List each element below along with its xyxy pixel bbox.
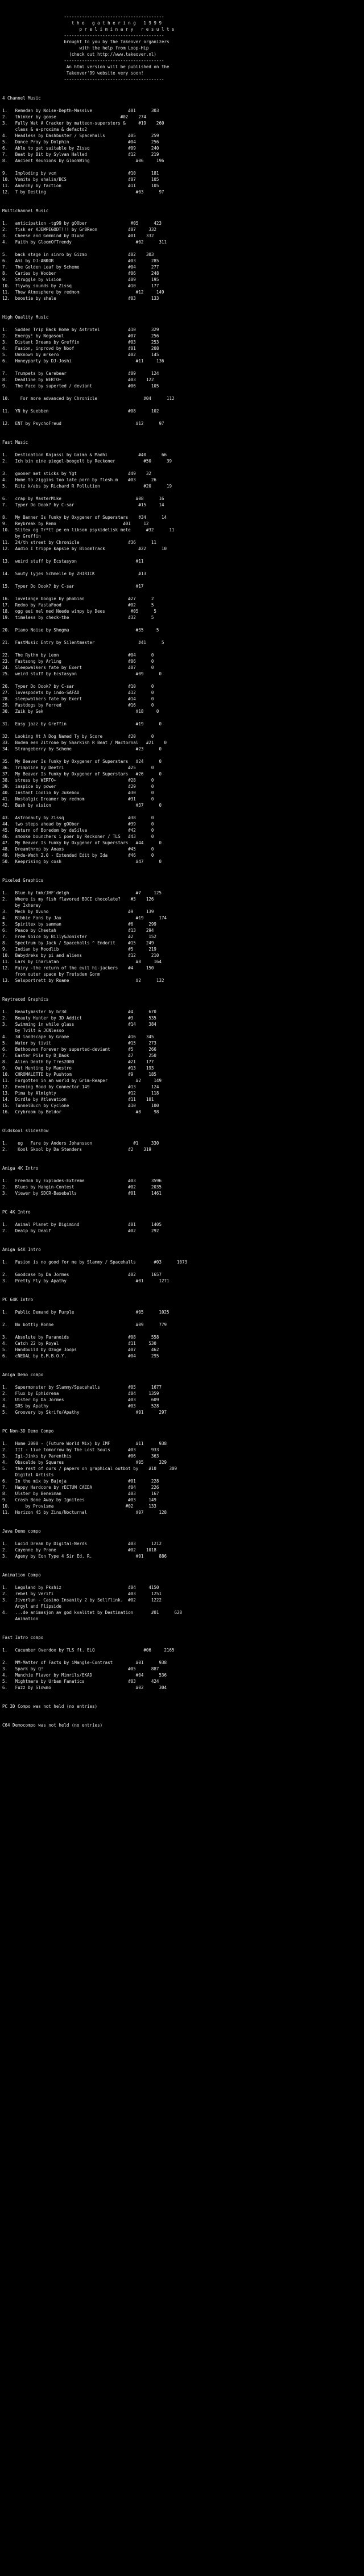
result-row: 2. Cayenne by Prone #02 1018 [2, 1547, 156, 1553]
result-row: 14. Souty lyjes Schmelle by ZHIRICK #13 [2, 571, 146, 576]
spacer-line [2, 646, 364, 652]
result-row: 4. Munchie Flavor by Mimrils/EKAD #04 536 [2, 1673, 167, 1678]
result-row: 1. Destination Kajassi by Gaima & Madhi #40 66 [2, 452, 167, 457]
spacer-line [2, 402, 364, 408]
result-row: 11. YN by Suebben #08 102 [2, 408, 159, 414]
result-row: 1. Beautymaster by br3d #4 670 [2, 1009, 156, 1014]
result-row: 10. flyway sounds by Zissq #10 177 [2, 283, 159, 288]
result-row: 49. Hyde-Wmdh 2.0 - Extended Edit by Ida #46 0 [2, 853, 154, 858]
result-row: 3. Spark by Q! #05 887 [2, 1666, 159, 1671]
result-row: 11. Thew Atmosphere by redmom #12 149 [2, 290, 164, 295]
result-row: 13. Pima by Almighty #12 118 [2, 1091, 159, 1096]
result-row: 8. Deadline by WERTO+ #03 122 [2, 377, 154, 382]
result-row: Animation [2, 1616, 39, 1621]
result-row: 6. Fuzz by Slowmo #02 304 [2, 1685, 167, 1690]
result-row: class & a-proxima & defacto2 [2, 127, 88, 132]
result-row: 3. Fully Wat A Cracker by matteon-supersters & #19 260 [2, 121, 164, 126]
result-row: 22. The Rythm by Leon #04 0 [2, 653, 154, 658]
compo-section [2, 427, 364, 865]
result-row: 9. Reybreak by Remo #01 12 [2, 521, 149, 526]
compo-title: PC 64K Intro [2, 1297, 34, 1302]
result-row: 5. Spiritex by samman #6 299 [2, 922, 156, 927]
result-row: 1. Public Demand by Purple #05 1025 [2, 1310, 169, 1315]
result-row: 30. Zuik by Gek #18 0 [2, 709, 159, 714]
result-row: 1. Legoland by Pkshiz #04 4150 [2, 1585, 159, 1590]
header-line: --------------------------------------- [2, 14, 164, 19]
compo-title: Java Demo compo [2, 1529, 41, 1534]
result-row: from outer space by Tretsdem Gorm [2, 972, 100, 977]
result-row: 2. Kool Skool by Da Stenders #2 319 [2, 1147, 151, 1152]
result-row: 5. Dance Pray by Dolphin #04 256 [2, 139, 159, 145]
result-row: 47. My Beaver Is Funky by Oxygener of Superstars #44 0 [2, 840, 162, 845]
document-header [2, 14, 364, 82]
compo-section [2, 1196, 364, 1234]
compo-title: Animation Compo [2, 1572, 41, 1578]
result-row: 11. Forgotten in an world by Grim-Reaper #2 149 [2, 1078, 162, 1083]
compo-title: Oldskool slideshow [2, 1128, 49, 1133]
result-row: 3. gooner met sticks by Ygt #49 32 [2, 471, 151, 476]
spacer-line [2, 508, 364, 514]
header-line: brought to you by the Takeover organizers [2, 39, 169, 44]
result-row: 10. For more advanced by Chronicle #04 112 [2, 396, 175, 401]
result-row: 6. Ami by DJ-ANKOR #03 285 [2, 258, 159, 263]
result-row: 42. Bush by vision #37 0 [2, 803, 162, 808]
result-row: 1. Freedom by Explodes-Extreme #03 3596 [2, 1178, 162, 1183]
result-row: 4. Headless by Dashbuster / Spacehalls #05 259 [2, 133, 159, 138]
compo-section [2, 1516, 364, 1559]
result-row: 10. CHROMALETTE by Pushtom #9 185 [2, 1072, 156, 1077]
result-row: 12. Audio I trippe kapsie by BloomTrack #22 10 [2, 546, 167, 551]
spacer-line [2, 808, 364, 815]
result-row: 2. Flux by Ephidrena #04 1359 [2, 1391, 159, 1396]
result-row: 1. Lucid Dream by Digital-Nerds #03 1212 [2, 1541, 162, 1546]
compo-section [2, 865, 364, 984]
compo-title: Fast Intro compo [2, 1635, 44, 1640]
result-row: 29. Fastdogs by Ferred #16 0 [2, 703, 154, 708]
result-row: by Tvilt & JCNlesso [2, 1028, 64, 1033]
result-row: 7. Easter Pile by D_Daok #7 250 [2, 1053, 156, 1058]
result-row: 7. Free Voice by Billy&Jonister #2 152 [2, 934, 156, 939]
result-row: 9. Imploding by vcm #10 181 [2, 171, 159, 176]
compo-section [2, 1359, 364, 1415]
spacer-line [2, 621, 364, 627]
header-line: An html version will be published on the [2, 64, 169, 69]
spacer-line [2, 489, 364, 496]
compo-section [2, 195, 364, 302]
result-row: 24. Sleepwalkers fate by Exert #07 0 [2, 665, 154, 670]
result-row: 5. Mightmare by Urban Fanatics #03 424 [2, 1679, 159, 1684]
result-row: 23. Fastsong by Arling #06 0 [2, 659, 154, 664]
result-row: 1. Supermonster by Slammy/Spacehalls #05 1677 [2, 1385, 162, 1390]
result-row: 9. The Face by superted / deviant #06 105 [2, 383, 159, 389]
result-row: 31. Easy jazz by Greffin #19 0 [2, 721, 162, 726]
compo-title: Fast Music [2, 440, 28, 445]
result-row: 1. Animal Planet by Digimind #01 1405 [2, 1222, 162, 1227]
compo-section [2, 302, 364, 427]
result-row: 15. Typer Do Dook? by C-sar #17 [2, 584, 144, 589]
result-row: 27. lovespodets by indo-SAFAD #12 0 [2, 690, 154, 695]
result-row: 2. fisk er KJEMPEGODT!!! by Gr8Reon #07 332 [2, 227, 156, 232]
compo-title: Pixeled Graphics [2, 878, 44, 883]
spacer-line [2, 715, 364, 721]
result-row: 10. by Provisma #02 133 [2, 1504, 156, 1509]
spacer-line [2, 389, 364, 395]
result-row: 3. Ulster by Da Jormes #03 609 [2, 1397, 159, 1402]
result-row: 7. Beat by Bit by Sylvan Halled #12 219 [2, 152, 159, 157]
result-row: 9. Struggle by vision #09 195 [2, 277, 159, 282]
result-row: 7. Typer Do Dook? by C-sar #15 14 [2, 502, 164, 507]
spacer-line [2, 677, 364, 683]
result-row: 8. Spectrum by Jack / Spacehalls ^ Endorit #15 249 [2, 940, 154, 946]
spacer-line [2, 727, 364, 733]
compo-title: 4 Channel Music [2, 96, 41, 101]
result-row: 3. Ageny by Eon Type 4 Sir Ed. R. #01 886 [2, 1554, 167, 1559]
result-row: 8. Alien Death by Tres2000 #21 177 [2, 1059, 154, 1064]
spacer-line [2, 552, 364, 558]
compo-title: Amiga 64K Intro [2, 1247, 41, 1252]
result-row: 35. My Beaver Is Funky by Oxygener of Superstars #24 0 [2, 759, 162, 764]
spacer-line [2, 577, 364, 583]
spacer-line [2, 589, 364, 596]
result-row: 3. Absolute by Paranoids #08 558 [2, 1335, 159, 1340]
result-row: 41. Nostalgic Dreamer by redmom #31 0 [2, 796, 154, 802]
result-row: 7. Trumpets by Carebear #09 124 [2, 371, 159, 376]
result-row: by Ixherey [2, 903, 41, 908]
result-row: 2. III - live tomorrow by The Lost Souls #03 933 [2, 1447, 159, 1452]
result-row: 11. Horizon 45 by Zins/Nocturnal #07 128 [2, 1510, 167, 1515]
spacer-line [2, 1328, 364, 1334]
result-row: 4. 3d landscape by Grome #16 345 [2, 1034, 154, 1039]
results-sections [2, 82, 364, 1728]
result-row: 3. Igi-Jinks by Parenthis #06 363 [2, 1454, 159, 1459]
result-row: 6. In the mix by Bajoja #01 228 [2, 1479, 159, 1484]
result-row: 2. Goodcase by Da Jormes #02 1657 [2, 1272, 162, 1277]
result-row: 4. SRS by Apathy #03 528 [2, 1403, 159, 1409]
result-row: 13. weird stuff by Ecstasyon #11 [2, 559, 144, 564]
compo-title: Multichannel Music [2, 208, 49, 213]
result-row: 2. thinker by goose #02 274 [2, 114, 146, 119]
result-row: 9. Out Hunting by Maestro #13 193 [2, 1066, 154, 1071]
header-line: --------------------------------------- [2, 33, 164, 38]
result-row: 9. Crash Bone Away by Ignitees #03 149 [2, 1497, 156, 1502]
result-row: Digital Artists [2, 1472, 54, 1477]
result-row: 7. Happy Hardcore by rECTUM CAEDA #04 226 [2, 1485, 159, 1490]
result-row: 10. Babydreks by pi and aliens #12 210 [2, 953, 159, 958]
result-row: 1. Sudden Trip Back Home by Astrotel #10 329 [2, 327, 159, 332]
result-row: 2. Beauty Hunter by 3D Addict #3 535 [2, 1015, 156, 1021]
spacer-line [2, 364, 364, 370]
result-row: 44. two steps ahead by gOOber #39 0 [2, 821, 154, 827]
result-row: 28. sleepwalkers fate by Exert #14 0 [2, 696, 154, 701]
compo-section [2, 1153, 364, 1196]
header-line: p r e l i m i n a r y r e s u l t s [2, 27, 175, 32]
spacer-line [2, 1315, 364, 1322]
result-row: 18. ogg eei mel med Neede wimpy by Dees #05 5 [2, 609, 156, 614]
spacer-line [2, 414, 364, 420]
compo-title: C64 Democompo was not held (no entries) [2, 1723, 103, 1728]
result-row: 1. Blue by tmk/JHF'delgh #7 125 [2, 890, 162, 895]
compo-section [2, 82, 364, 195]
result-row: 5. Groovery by Skrifo/Apathy #01 297 [2, 1410, 167, 1415]
result-row: 6. cNEDAL by E.M.B.O.Y. #04 295 [2, 1353, 159, 1359]
result-row: 4. ...de animasjon av god kvalitet by Destination #01 628 [2, 1610, 183, 1615]
result-row: 3. Cheese and Gemmind by Dixan #01 332 [2, 233, 154, 238]
compo-section [2, 1622, 364, 1691]
result-row: 33. Bodem een Zitrone by Sharkish R Beat / Mactornal #21 0 [2, 740, 167, 745]
result-row: 26. Typer Do Dook? by C-sar #10 0 [2, 684, 154, 689]
result-row: 3. Jiverlun - Casino Insanity 2 by Sellflink. #02 1222 [2, 1597, 162, 1603]
result-row: 14. Dirdle by Atlevation #11 101 [2, 1097, 154, 1102]
result-row: 6. crap by MasterMike #08 16 [2, 496, 164, 501]
compo-section [2, 1559, 364, 1622]
result-row: 17. Redoo by FastaFood #02 5 [2, 602, 154, 608]
result-row: 36. Trimpline by Deetri #25 0 [2, 765, 154, 770]
result-row: 1. Fusion is no good for me by Slammy / Spacehalls #03 1073 [2, 1260, 188, 1265]
result-row: 1. anticipation -tg99 by gOOber #05 423 [2, 221, 162, 226]
result-row: 25. weird stuff by Ecstasyon #09 0 [2, 671, 162, 676]
result-row: 4. Obscalde by Squares #05 329 [2, 1460, 167, 1465]
result-row: 4. Faith by GloomOfTrendy #02 311 [2, 240, 167, 245]
result-row: 45. Return of Boredom by deSilva #42 0 [2, 828, 154, 833]
result-row: by Greffin [2, 534, 41, 539]
result-row: 3. Viewer by SDCR-Baseballs #01 1461 [2, 1191, 162, 1196]
compo-section [2, 1691, 364, 1710]
compo-title: Amiga 4K Intro [2, 1166, 39, 1171]
result-row: 5. Water by tivit #15 273 [2, 1041, 156, 1046]
result-row: 12. Fairy -the return of the evil hi-jackers #4 150 [2, 965, 154, 971]
result-row: 6. Peace by Cheetah #13 294 [2, 928, 154, 933]
result-row: 1. eg Fare by Anders Johansson #1 330 [2, 1141, 159, 1146]
result-row: 12. boostie by shale #03 133 [2, 296, 159, 301]
header-line: (check out http://www.takeover.nl) [2, 52, 156, 57]
header-line: t h e g a t h e r i n g 1 9 9 9 [2, 20, 162, 26]
spacer-line [2, 564, 364, 571]
result-row: 4. Home to ziggins too late porn by flesh.m #03 26 [2, 477, 156, 482]
result-row: 6. Bethooven Forever by superted-deviant #5 266 [2, 1047, 156, 1052]
compo-section [2, 1284, 364, 1359]
result-row: 37. My Beaver Is Funky by Oxygener of Superstars #26 0 [2, 771, 162, 777]
header-line: with the help from Loop-Hip [2, 46, 149, 51]
result-row: 19. timeless by check-the #32 5 [2, 615, 154, 620]
result-row: 11. Anarchy by faction #11 105 [2, 183, 159, 188]
result-row: 15. TunnelBuch by Cyclone #10 100 [2, 1103, 159, 1108]
result-row: 5. Handbuild by Ozoge Joops #07 462 [2, 1347, 159, 1352]
result-row: 6. Able to get suitable by Zissq #09 240 [2, 146, 159, 151]
result-row: 5. back stage in sinro by Gizmo #02 303 [2, 252, 154, 257]
compo-section [2, 984, 364, 1115]
result-row: 38. stress by WERTO+ #28 0 [2, 778, 154, 783]
spacer-line [2, 633, 364, 639]
result-row: 8. Ancient Reunions by GloomWing #06 196 [2, 158, 164, 163]
result-row: 16. lovelange boogie by phobian #27 2 [2, 596, 154, 601]
compo-title: High Quality Music [2, 315, 49, 320]
result-row: Argyl and Flipside [2, 1604, 61, 1609]
spacer-line [2, 245, 364, 251]
result-row: 2. Dealp by Dealf #02 292 [2, 1228, 159, 1233]
header-line: --------------------------------------- [2, 58, 164, 63]
result-row: 2. Ich bin eine piegel-boogelt by Reckoner #50 39 [2, 459, 172, 464]
result-row: 4. Fusion, inprovd by Noof #01 208 [2, 346, 159, 351]
result-row: 10. Vomits by shalin/BCS #07 105 [2, 177, 159, 182]
result-row: 12. 7 by Desting #03 97 [2, 189, 164, 195]
header-line: Takeover'99 website very soon! [2, 71, 144, 76]
result-row: 39. inspice by power #29 0 [2, 784, 154, 789]
compo-title: PC 3D Compo was not held (no entries) [2, 1704, 98, 1709]
result-row: 16. Crybroom by Beldor #8 98 [2, 1109, 159, 1114]
compo-section [2, 1115, 364, 1153]
compo-section [2, 1710, 364, 1728]
result-row: 4. Bibbie Fans by Jax #19 174 [2, 915, 167, 920]
result-row: 5. Ritz k/abs by Richard R Pollution #20 19 [2, 484, 172, 489]
result-row: 3. Swimming in while glass #14 384 [2, 1022, 156, 1027]
compo-title: PC Non-3D Demo Compo [2, 1429, 54, 1434]
compo-title: PC 4K Intro [2, 1209, 31, 1215]
spacer-line [2, 164, 364, 170]
spacer-line [2, 1265, 364, 1272]
result-row: 8. My Banner Is Funky by Oxygener of Superstars #34 14 [2, 515, 167, 520]
result-row: 3. Pretty Fly by Apathy #01 1271 [2, 1278, 169, 1283]
result-row: 34. Strangeberry by Scheme #23 0 [2, 746, 162, 752]
compo-title: Raytraced Graphics [2, 997, 49, 1002]
result-row: 20. Piano Noise by Shogma #35 5 [2, 628, 159, 633]
compo-title: Amiga Demo compo [2, 1372, 44, 1377]
header-line: --------------------------------------- [2, 77, 164, 82]
result-row: 6. Honeyparty by DJ-Joshi #11 136 [2, 358, 164, 364]
result-row: 5. the rest of ours / papers on graphical outbot by #10 309 [2, 1466, 177, 1471]
result-row: 43. Astronauty by Zissq #38 0 [2, 815, 154, 820]
spacer-line [2, 464, 364, 470]
result-row: 5. Unknown by mrkero #02 145 [2, 352, 159, 357]
result-row: 32. Looking At A Dog Named Ty by Score #20 0 [2, 734, 154, 739]
result-row: 2. No bottly Ronne #09 779 [2, 1322, 167, 1327]
result-row: 1. Cucumber Overdox by TLS ft. ELQ #06 2165 [2, 1648, 175, 1653]
result-row: 1. Remedan by Noise-Depth-Massive #01 303 [2, 108, 159, 113]
result-row: 11. 24/th street by Chronicle #36 11 [2, 540, 156, 545]
spacer-line [2, 1653, 364, 1659]
result-row: 9. Indian by Moodlib #5 219 [2, 947, 156, 952]
result-row: 50. Keeprising by cosh #47 0 [2, 859, 162, 864]
result-row: 2. Blues by Hangin-Contest #02 2035 [2, 1184, 162, 1190]
result-row: 2. rebel by Verifi #03 1251 [2, 1591, 162, 1596]
result-row: 48. Dreamthrop by Anaxs #45 0 [2, 847, 154, 852]
result-row: 40. Instant Coolio by Jukebox #30 0 [2, 790, 154, 795]
result-row: 21. FastMusic Entry by Silentmaster #41 5 [2, 640, 164, 645]
result-row: 3. Distant Dreams by Greffin #03 253 [2, 340, 159, 345]
result-row: 12. ENT by PsychoFreud #12 97 [2, 421, 164, 426]
compo-section [2, 1415, 364, 1516]
result-row: 10. Slitex og Tr*tt pe en liksom psykidelisk mete #32 11 [2, 527, 175, 532]
result-row: 46. smooke bounchers i poer by Reckoner / TLS #43 0 [2, 834, 154, 839]
spacer-line [2, 752, 364, 758]
result-row: 3. Mech by Avuno #9 139 [2, 909, 154, 914]
result-row: 8. Ulster by Beneiman #03 167 [2, 1491, 159, 1496]
result-row: 4. Catch 22 by Royal #11 530 [2, 1341, 156, 1346]
result-row: 12. Evening Mood by Connector 149 #13 124 [2, 1084, 159, 1089]
compo-section [2, 1234, 364, 1284]
result-row: 2. MM-Matter of Facts by iMangle-Contrast #01 938 [2, 1660, 167, 1665]
result-row: 2. Energy! by Negasoul #07 256 [2, 333, 159, 338]
result-row: 13. Selsportrett by Roane #2 132 [2, 978, 164, 983]
result-row: 2. Where is my fish flavored BOCI chocolate? #3 126 [2, 897, 154, 902]
result-row: 11. Lars by Charlatan #8 164 [2, 959, 162, 964]
result-row: 7. The Golden Leaf by Scheme #04 277 [2, 265, 159, 270]
result-row: 1. Home 2000 - (Future World Mix) by IMF #11 938 [2, 1441, 167, 1446]
result-row: 8. Caries by Woober #06 248 [2, 271, 159, 276]
